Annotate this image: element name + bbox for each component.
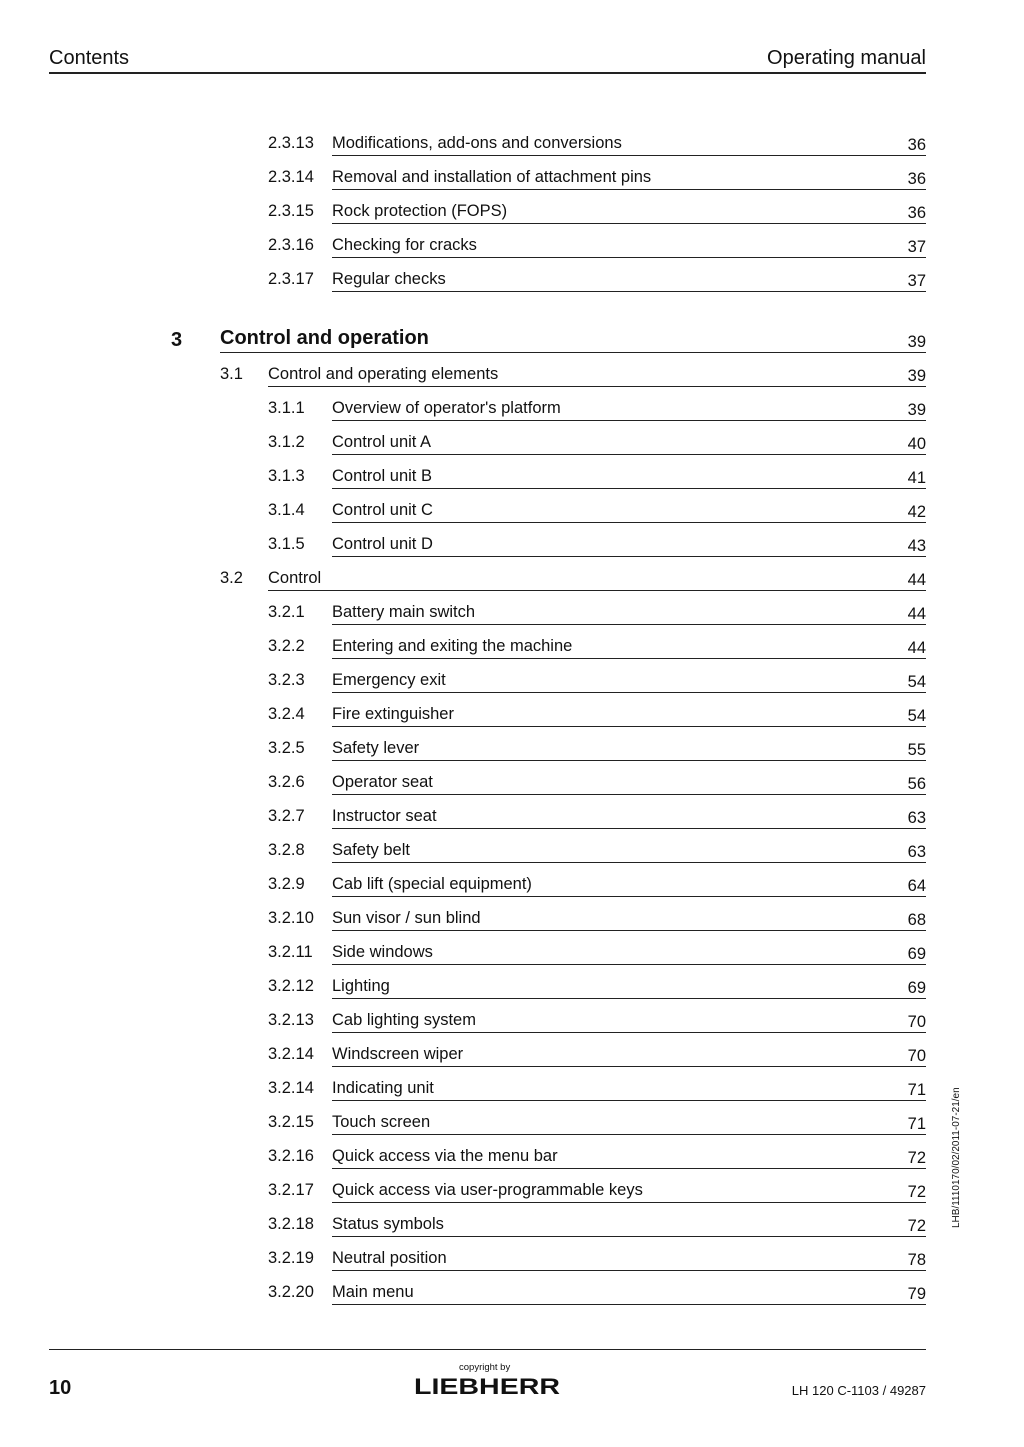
toc-entry-page: 79: [907, 1285, 926, 1303]
toc-entry[interactable]: [0, 534, 1024, 568]
toc-entry-rule: [220, 352, 926, 353]
toc-entry-title: Instructor seat: [332, 807, 437, 825]
toc-entry-title: Modifications, add-ons and conversions: [332, 134, 622, 152]
toc-entry-number: 2.3.14: [268, 168, 314, 186]
toc-entry[interactable]: [0, 636, 1024, 670]
toc-entry-title: Indicating unit: [332, 1079, 434, 1097]
toc-entry-rule: [332, 1032, 926, 1033]
toc-entry-page: 64: [907, 877, 926, 895]
toc-entry-title: Control: [268, 569, 322, 587]
toc-entry[interactable]: [0, 1214, 1024, 1248]
toc-entry-page: 54: [907, 707, 926, 725]
footer-copyright: copyright by: [459, 1362, 511, 1373]
toc-entry-title: Entering and exiting the machine: [332, 637, 573, 655]
toc-entry-title: Windscreen wiper: [332, 1045, 464, 1063]
toc-entry-rule: [332, 522, 926, 523]
toc-entry-title: Control unit A: [332, 433, 432, 451]
toc-entry-page: 36: [907, 136, 926, 154]
toc-entry-number: 3.2.14: [268, 1079, 314, 1097]
toc-entry-number: 3.2.13: [268, 1011, 314, 1029]
toc-entry-rule: [332, 658, 926, 659]
toc-entry-number: 3: [171, 329, 183, 351]
toc-entry-number: 3.2.9: [268, 875, 305, 893]
toc-entry-rule: [332, 896, 926, 897]
toc-entry[interactable]: [0, 568, 1024, 602]
toc-entry-title: Quick access via user-programmable keys: [332, 1181, 643, 1199]
toc-entry[interactable]: [0, 874, 1024, 908]
toc-entry-page: 63: [907, 843, 926, 861]
toc-entry[interactable]: [0, 942, 1024, 976]
toc-entry[interactable]: [0, 500, 1024, 534]
toc-entry-number: 2.3.17: [268, 270, 314, 288]
toc-entry-number: 3.2.1: [268, 603, 305, 621]
toc-entry-title: Control unit B: [332, 467, 432, 485]
toc-entry-page: 39: [907, 401, 926, 419]
toc-entry-title: Lighting: [332, 977, 390, 995]
toc-entry-number: 3.2.19: [268, 1249, 314, 1267]
toc-entry[interactable]: [0, 327, 1024, 364]
toc-entry[interactable]: [0, 1010, 1024, 1044]
side-document-code: LHB/1110170/02/2011-07-21/en: [951, 1087, 962, 1228]
toc-entry[interactable]: [0, 398, 1024, 432]
toc-entry-rule: [332, 964, 926, 965]
toc-entry-title: Battery main switch: [332, 603, 476, 621]
toc-entry[interactable]: [0, 201, 1024, 235]
toc-entry-rule: [332, 556, 926, 557]
toc-entry-page: 44: [907, 639, 926, 657]
toc-entry[interactable]: [0, 466, 1024, 500]
toc-entry-number: 3.2.8: [268, 841, 305, 859]
toc-entry-rule: [332, 998, 926, 999]
toc-entry-rule: [332, 726, 926, 727]
toc-entry-page: 40: [907, 435, 926, 453]
toc-entry-title: Main menu: [332, 1283, 414, 1301]
toc-entry-number: 3.2.16: [268, 1147, 314, 1165]
toc-entry-rule: [332, 257, 926, 258]
toc-entry-page: 72: [907, 1183, 926, 1201]
toc-entry-title: Operator seat: [332, 773, 433, 791]
toc-entry-rule: [332, 488, 926, 489]
toc-entry-rule: [332, 624, 926, 625]
toc-entry-title: Cab lighting system: [332, 1011, 476, 1029]
toc-entry-title: Control and operation: [220, 327, 429, 349]
toc-entry-number: 3.2.15: [268, 1113, 314, 1131]
toc-entry-page: 42: [907, 503, 926, 521]
toc-entry[interactable]: [0, 738, 1024, 772]
toc-entry-rule: [332, 862, 926, 863]
footer-divider: [49, 1349, 926, 1350]
toc-entry-title: Cab lift (special equipment): [332, 875, 532, 893]
toc-entry[interactable]: [0, 670, 1024, 704]
toc-entry[interactable]: [0, 1282, 1024, 1316]
toc-entry-rule: [268, 590, 926, 591]
toc-entry-page: 56: [907, 775, 926, 793]
toc-entry-title: Side windows: [332, 943, 433, 961]
toc-entry-page: 68: [907, 911, 926, 929]
toc-entry-page: 43: [907, 537, 926, 555]
toc-entry-rule: [332, 930, 926, 931]
toc-entry-title: Quick access via the menu bar: [332, 1147, 558, 1165]
toc-entry-number: 3.1.2: [268, 433, 305, 451]
toc-entry[interactable]: [0, 1112, 1024, 1146]
toc-entry-title: Control and operating elements: [268, 365, 499, 383]
toc-entry-number: 3.2.3: [268, 671, 305, 689]
toc-entry[interactable]: [0, 364, 1024, 398]
svg-text:LIEBHERR: LIEBHERR: [414, 1375, 561, 1397]
toc-entry-page: 39: [907, 333, 926, 351]
toc-entry-number: 2.3.16: [268, 236, 314, 254]
toc-entry-rule: [332, 1202, 926, 1203]
toc-entry-title: Safety belt: [332, 841, 410, 859]
toc-entry-page: 63: [907, 809, 926, 827]
toc-entry-number: 3.1.1: [268, 399, 305, 417]
toc-entry-page: 71: [907, 1081, 926, 1099]
toc-entry-title: Sun visor / sun blind: [332, 909, 481, 927]
toc-entry-page: 70: [907, 1047, 926, 1065]
toc-entry-rule: [332, 420, 926, 421]
footer-document-id: LH 120 C-1103 / 49287: [791, 1383, 926, 1398]
toc-entry-page: 41: [907, 469, 926, 487]
toc-entry-number: 3.2.6: [268, 773, 305, 791]
toc-entry-page: 70: [907, 1013, 926, 1031]
toc-entry-page: 36: [907, 170, 926, 188]
toc-entry-number: 3.2.20: [268, 1283, 314, 1301]
toc-entry-number: 2.3.13: [268, 134, 314, 152]
toc-entry-rule: [332, 692, 926, 693]
toc-entry-rule: [332, 760, 926, 761]
toc-entry[interactable]: [0, 269, 1024, 303]
toc-entry[interactable]: [0, 432, 1024, 466]
toc-entry[interactable]: [0, 1146, 1024, 1180]
toc-entry-rule: [332, 828, 926, 829]
toc-entry-page: 37: [907, 238, 926, 256]
toc-entry-page: 71: [907, 1115, 926, 1133]
toc-entry-title: Control unit C: [332, 501, 433, 519]
toc-entry-rule: [332, 1168, 926, 1169]
toc-entry[interactable]: [0, 167, 1024, 201]
toc-entry-number: 3.2.11: [268, 943, 313, 961]
toc-entry-number: 3.1.3: [268, 467, 305, 485]
toc-entry-page: 72: [907, 1149, 926, 1167]
toc-entry[interactable]: [0, 704, 1024, 738]
toc-entry[interactable]: [0, 1078, 1024, 1112]
toc-entry-page: 44: [907, 571, 926, 589]
toc-entry-page: 36: [907, 204, 926, 222]
toc-entry[interactable]: [0, 772, 1024, 806]
toc-entry-number: 3.2.5: [268, 739, 305, 757]
toc-entry[interactable]: [0, 1044, 1024, 1078]
toc-entry[interactable]: [0, 840, 1024, 874]
toc-entry-page: 37: [907, 272, 926, 290]
header-manual-title: Operating manual: [767, 47, 926, 69]
toc-entry-title: Overview of operator's platform: [332, 399, 561, 417]
toc-entry-number: 3.2.14: [268, 1045, 314, 1063]
toc-entry-title: Safety lever: [332, 739, 420, 757]
toc-entry-page: 72: [907, 1217, 926, 1235]
toc-entry-title: Fire extinguisher: [332, 705, 454, 723]
toc-entry-rule: [332, 794, 926, 795]
header-section-title: Contents: [49, 47, 130, 69]
toc-entry-rule: [332, 1134, 926, 1135]
toc-entry-number: 3.2: [220, 569, 243, 587]
toc-entry-rule: [332, 1304, 926, 1305]
toc-entry-page: 78: [907, 1251, 926, 1269]
toc-entry-number: 3.1.5: [268, 535, 305, 553]
toc-entry-rule: [268, 386, 926, 387]
liebherr-logo: [412, 1375, 562, 1397]
toc-entry-number: 2.3.15: [268, 202, 314, 220]
toc-entry-rule: [332, 223, 926, 224]
toc-entry-rule: [332, 1270, 926, 1271]
toc-entry-number: 3.1.4: [268, 501, 305, 519]
toc-entry-rule: [332, 155, 926, 156]
toc-entry[interactable]: [0, 235, 1024, 269]
toc-entry-number: 3.1: [220, 365, 243, 383]
toc-entry-title: Checking for cracks: [332, 236, 477, 254]
toc-entry[interactable]: [0, 908, 1024, 942]
toc-entry-number: 3.2.4: [268, 705, 305, 723]
toc-entry-rule: [332, 189, 926, 190]
toc-entry-page: 39: [907, 367, 926, 385]
toc-entry[interactable]: [0, 1248, 1024, 1282]
toc-entry-number: 3.2.17: [268, 1181, 314, 1199]
toc-entry-title: Rock protection (FOPS): [332, 202, 508, 220]
toc-entry-title: Touch screen: [332, 1113, 431, 1131]
toc-entry[interactable]: [0, 806, 1024, 840]
toc-entry-page: 69: [907, 945, 926, 963]
toc-entry-page: 44: [907, 605, 926, 623]
toc-entry[interactable]: [0, 133, 1024, 167]
toc-entry-page: 55: [907, 741, 926, 759]
toc-entry-title: Neutral position: [332, 1249, 447, 1267]
toc-entry-rule: [332, 1236, 926, 1237]
toc-entry-number: 3.2.10: [268, 909, 314, 927]
toc-entry[interactable]: [0, 976, 1024, 1010]
toc-entry-page: 54: [907, 673, 926, 691]
toc-entry-rule: [332, 1100, 926, 1101]
toc-entry[interactable]: [0, 1180, 1024, 1214]
toc-entry-title: Control unit D: [332, 535, 433, 553]
toc-entry-title: Regular checks: [332, 270, 446, 288]
toc-entry-rule: [332, 454, 926, 455]
toc-entry-number: 3.2.2: [268, 637, 305, 655]
toc-entry-page: 69: [907, 979, 926, 997]
toc-entry[interactable]: [0, 602, 1024, 636]
footer-page-number: 10: [49, 1377, 72, 1399]
toc-entry-number: 3.2.18: [268, 1215, 314, 1233]
toc-entry-title: Emergency exit: [332, 671, 446, 689]
toc-entry-title: Status symbols: [332, 1215, 444, 1233]
toc-entry-number: 3.2.12: [268, 977, 314, 995]
toc-entry-number: 3.2.7: [268, 807, 305, 825]
toc-entry-rule: [332, 291, 926, 292]
toc-entry-rule: [332, 1066, 926, 1067]
toc-entry-title: Removal and installation of attachment pins: [332, 168, 652, 186]
